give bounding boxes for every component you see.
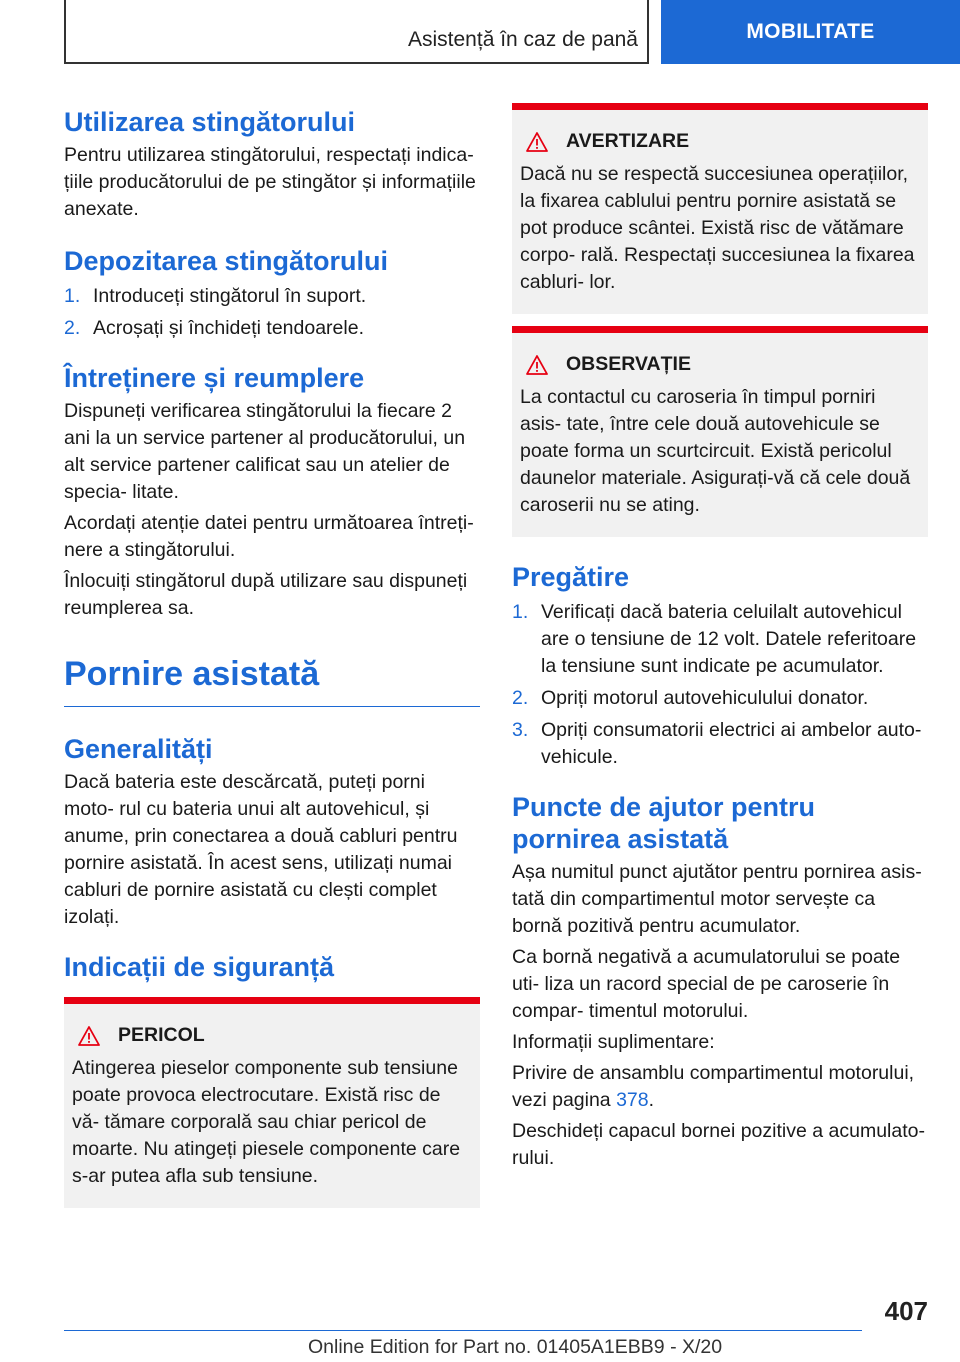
edition-text: Online Edition for Part no. 01405A1EBB9 - X/20 — [308, 1336, 723, 1358]
paragraph-points-5: Deschideți capacul bornei pozitive a acumulato‐ rului. — [512, 1120, 925, 1169]
danger-text: Atingerea pieselor componente sub tensiune poate provoca electrocutare. Există risc de vă‐ tămare corporală sau chiar pericol de moarte. Nu atingeți piesele componente care s-ar putea afla sub tensiune. — [72, 1057, 461, 1187]
heading-store: Depozitarea stingătorului — [64, 246, 389, 276]
step-text: Opriți consumatorii electrici ai ambelor auto‐ vehicule. — [541, 719, 922, 768]
paragraph-general: Dacă bateria este descărcată, puteți porni moto‐ rul cu bateria unui alt autovehicul, și anume, prin conectarea a două cabluri pentru pornire asistată. În acest sens, utilizați numai cabluri de pornire asistată cu clești complet izolați. — [64, 771, 458, 928]
danger-box — [64, 997, 480, 1208]
tab-mobilitate[interactable]: MOBILITATE — [661, 0, 960, 64]
right-column — [512, 103, 928, 1172]
step-number: 1. — [512, 601, 529, 623]
left-column — [64, 100, 480, 1208]
step-text: Acroșați și închideți tendoarele. — [93, 317, 364, 339]
step-number: 1. — [64, 285, 81, 307]
warning-text: Dacă nu se respectă succesiunea operațiilor, la fixarea cablului pentru pornire asistată se pot produce scântei. Există risc de vătămare corpo‐ rală. Respectați succesiunea la fixarea cabluri‐ lor. — [520, 163, 915, 293]
list-item — [64, 315, 480, 342]
list-item — [512, 685, 928, 712]
step-number: 3. — [512, 719, 529, 741]
paragraph-points-2: Ca bornă negativă a acumulatorului se poate uti‐ liza un racord special de pe caroserie în compar‐ timentul motorului. — [512, 946, 901, 1022]
notice-text: La contactul cu caroseria în timpul porniri asis‐ tate, între cele două autovehicule se poate forma un scurtcircuit. Există pericolul daunelor materiale. Asigurați-vă că cele două caroserii nu se ating. — [520, 386, 911, 516]
notice-title: OBSERVAȚIE — [566, 353, 691, 375]
section-title: Asistență în caz de pană — [408, 28, 638, 51]
list-item — [512, 717, 928, 771]
paragraph-maintenance-2: Acordați atenție datei pentru următoarea întreți‐ nere a stingătorului. — [64, 512, 474, 561]
step-number: 2. — [64, 317, 81, 339]
heading-maintenance: Întreținere și reumplere — [64, 363, 365, 393]
heading-underline — [64, 706, 480, 707]
heading-general: Generalități — [64, 734, 213, 764]
warning-triangle-icon — [78, 1026, 100, 1046]
text-segment: . — [648, 1089, 655, 1111]
warning-header — [520, 128, 920, 155]
heading-safety: Indicații de siguranță — [64, 952, 335, 982]
list-item — [512, 599, 928, 680]
step-text: Verificați dacă bateria celuilalt autovehicul are o tensiune de 12 volt. Datele referitoare la tensiune sunt indicate pe acumulator. — [541, 601, 917, 677]
heading-use: Utilizarea stingătorului — [64, 107, 356, 137]
danger-title: PERICOL — [118, 1024, 205, 1046]
prep-steps — [512, 599, 928, 771]
paragraph-maintenance-3: Înlocuiți stingătorul după utilizare sau dispuneți reumplerea sa. — [64, 570, 468, 619]
list-item — [64, 283, 480, 310]
page-number: 407 — [884, 1296, 928, 1326]
warning-box — [512, 103, 928, 314]
step-text: Introduceți stingătorul în suport. — [93, 285, 367, 307]
paragraph-use: Pentru utilizarea stingătorului, respectați indica‐ țiile producătorului de pe stingător și informațiile anexate. — [64, 144, 476, 220]
paragraph-points-3: Informații suplimentare: — [512, 1031, 715, 1053]
paragraph-points-4 — [512, 1060, 928, 1114]
step-number: 2. — [512, 687, 529, 709]
footer-rule — [64, 1330, 862, 1331]
warning-triangle-icon — [526, 132, 548, 152]
warning-triangle-icon — [526, 355, 548, 375]
paragraph-maintenance-1: Dispuneți verificarea stingătorului la fiecare 2 ani la un service partener al producătorului, un alt service partener calificat sau un atelier de specia‐ litate. — [64, 400, 466, 503]
store-steps — [64, 283, 480, 342]
notice-box — [512, 326, 928, 537]
heading-jump-start: Pornire asistată — [64, 655, 320, 693]
heading-jump-points: Puncte de ajutor pentru pornirea asistată — [512, 792, 816, 854]
danger-header — [72, 1022, 472, 1049]
text-segment: Privire de ansamblu compartimentul motorului, vezi pagina — [512, 1062, 915, 1111]
page-link-378[interactable]: 378 — [616, 1089, 649, 1111]
notice-header — [520, 351, 920, 378]
paragraph-points-1: Așa numitul punct ajutător pentru pornirea asis‐ tată din compartimentul motor servește ca bornă pozitivă pentru acumulator. — [512, 861, 922, 937]
warning-title: AVERTIZARE — [566, 130, 690, 152]
step-text: Opriți motorul autovehiculului donator. — [541, 687, 869, 709]
heading-preparation: Pregătire — [512, 562, 630, 592]
